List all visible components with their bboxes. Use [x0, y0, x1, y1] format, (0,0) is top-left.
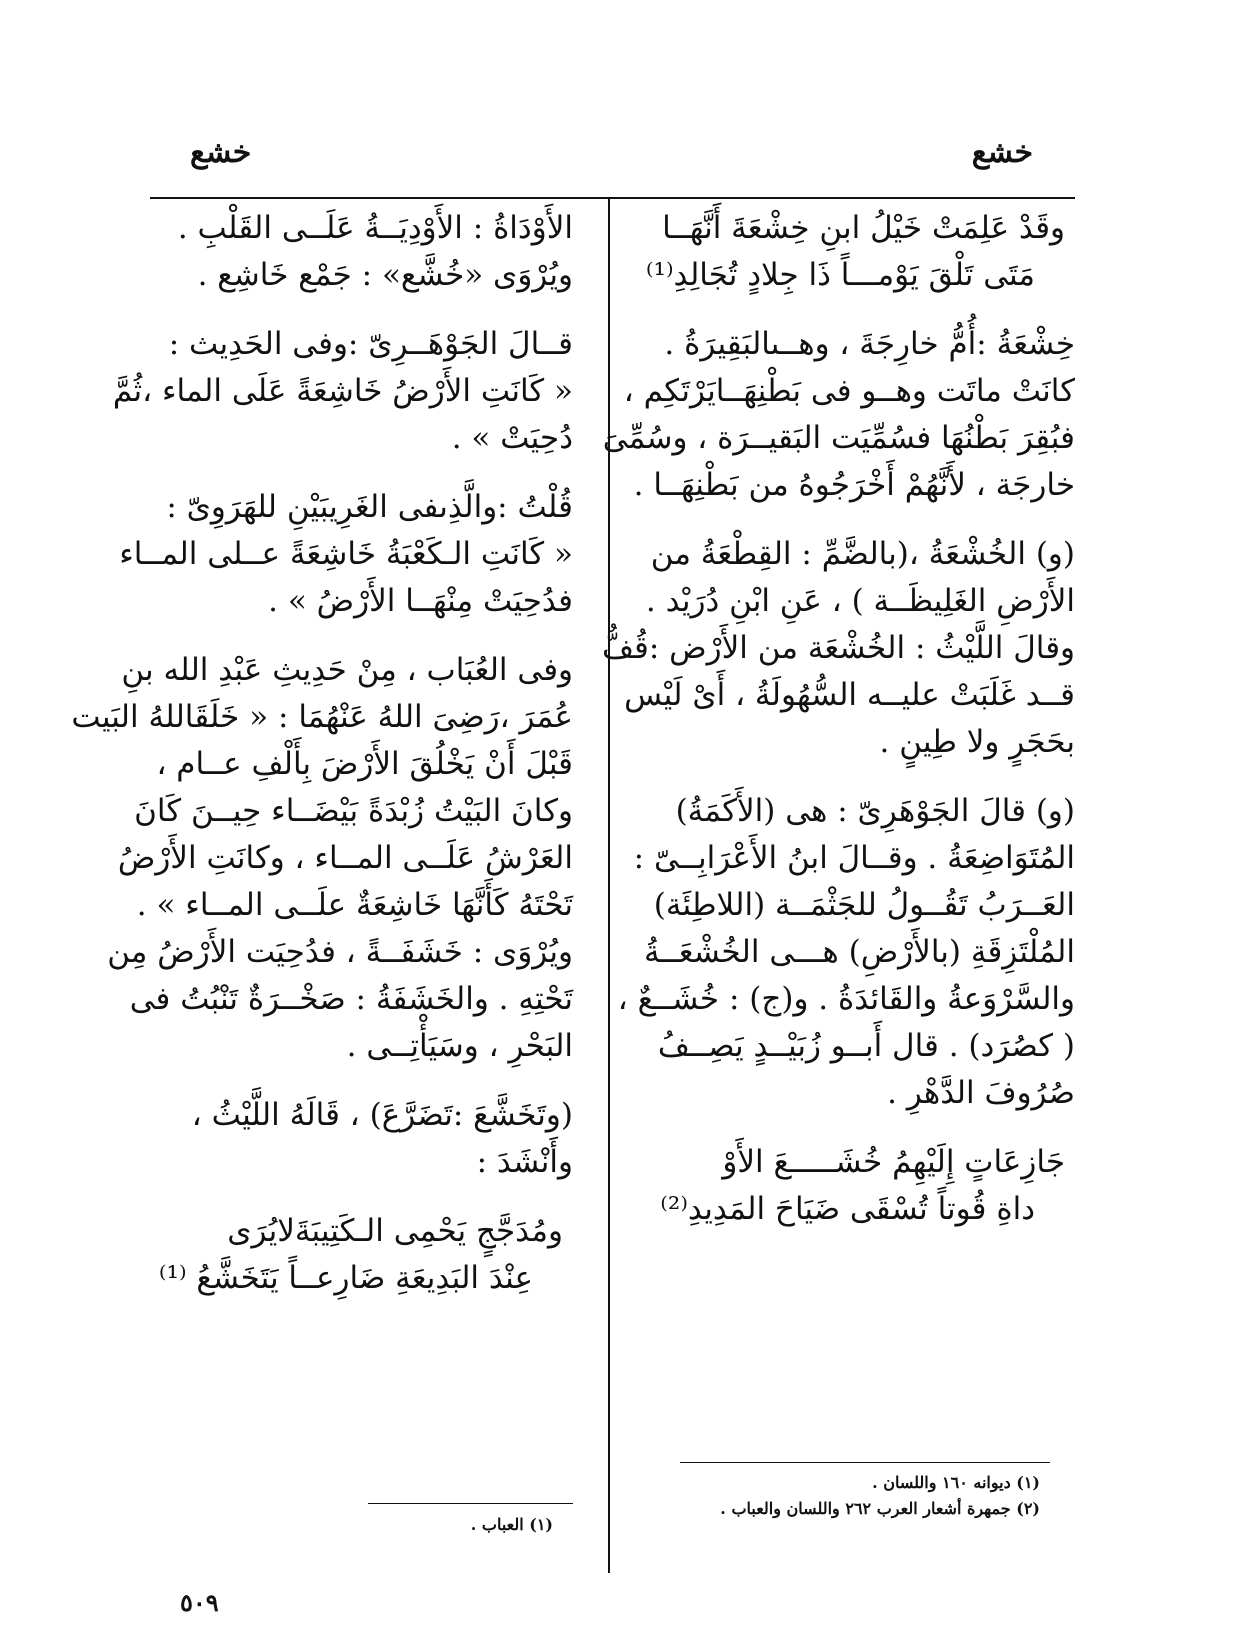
paragraph — [617, 788, 1075, 1117]
text-line: « كَانَتِ الأَرْضُ خَاشِعَةً عَلَى الماء ،ثُمَّ — [112, 373, 573, 409]
text-line: كانَتْ ماتَت وهــو فى بَطْنِهَــايَرْتَكِم ، — [623, 373, 1075, 409]
text-line: العَــرَبُ تَقُــولُ للجَثْمَــة (اللاطِئَة) — [653, 887, 1075, 923]
text-line: فدُحِيَتْ مِنْهَــا الأَرْضُ » . — [268, 583, 573, 619]
text-line: خارجَة ، لأَنَّهُمْ أَخْرَجُوهُ من بَطْنِهَــا . — [633, 467, 1075, 503]
text-line: الأَرْضِ الغَلِيظَــة ) ، عَنِ ابْنِ دُرَيْد . — [645, 583, 1075, 619]
text-line: عُمَرَ ،رَضِىَ اللهُ عَنْهُمَا : « خَلَقَاللهُ البَيت — [71, 699, 573, 735]
text-line: دُحِيَتْ » . — [451, 420, 573, 456]
paragraph — [602, 321, 1075, 509]
footnote-left-1: (١) العباب . — [470, 1515, 553, 1534]
footnote-rule-right — [680, 1462, 1050, 1463]
verse-block — [645, 205, 1075, 299]
text-line: تَحْتِهِ . والخَشَفَةُ : صَخْــرَةٌ تَنْبُتُ فى — [129, 981, 573, 1017]
text-line: قــد غَلَبَتْ عليــه السُّهُولَةُ ، أَىْ لَيْس — [624, 677, 1075, 713]
text-line: البَحْرِ ، وسَيَأْتِــى . — [346, 1028, 573, 1064]
text-line: صُرُوفَ الدَّهْرِ . — [887, 1075, 1075, 1111]
footnote-right-2: (٢) جمهرة أشعار العرب ٢٦٢ واللسان والعباب . — [720, 1499, 1040, 1518]
paragraph — [112, 321, 573, 462]
text-line: المُتَوَاضِعَةُ . وقــالَ ابنُ الأَعْرَابِــىّ : — [633, 840, 1075, 876]
verse-line: عِنْدَ البَدِيعَةِ ضَارِعــاً يَتَخَشَّعُ ⁽¹⁾ — [158, 1260, 533, 1296]
text-line: قَبْلَ أَنْ يَخْلُقَ الأَرْضَ بِأَلْفِ عــام ، — [156, 746, 573, 782]
text-line: وفى العُبَاب ، مِنْ حَدِيثِ عَبْدِ الله بنِ — [121, 652, 573, 688]
running-header-right: خشع — [971, 135, 1033, 170]
text-line: (و) قالَ الجَوْهَرِىّ : هى (الأَكَمَةُ) — [675, 793, 1075, 829]
paragraph — [601, 531, 1075, 766]
text-line: ويُرْوَى : خَشَفَــةً ، فدُحِيَت الأَرْضُ مِن — [107, 934, 573, 970]
verse-block — [655, 1139, 1075, 1233]
text-line: « كَانَتِ الـكَعْبَةُ خَاشِعَةً عــلى المــاء — [119, 536, 573, 572]
header-rule — [150, 197, 1075, 199]
text-line: وكانَ البَيْتُ زُبْدَةً بَيْضَــاء حِيــنَ كَانَ — [134, 793, 573, 829]
text-line: قــالَ الجَوْهَــرِىّ :وفى الحَدِيث : — [168, 326, 573, 362]
text-line: تَحْتَهُ كَأَنَّهَا خَاشِعَةٌ علَــى المــاء » . — [136, 887, 573, 923]
text-line: والسَّرْوَعةُ والقَائدَةُ . و(ج) : خُشَــعٌ ، — [617, 981, 1075, 1017]
verse-line: داةِ قُوتاً تُسْقَى ضَيَاحَ المَدِيدِ⁽²⁾ — [660, 1191, 1035, 1227]
verse-line: ومُدَجَّجٍ يَحْمِى الـكَتِيبَةَلايُرَى — [227, 1213, 563, 1249]
text-line: فبُقِرَ بَطْنُهَا فسُمِّيَت البَقيــرَة ، وسُمِّىَ — [602, 420, 1075, 456]
paragraph — [153, 1092, 573, 1186]
text-line: ويُرْوَى «خُشَّع» : جَمْع خَاشِع . — [197, 257, 573, 293]
paragraph — [153, 205, 573, 299]
footnote-rule-left — [368, 1503, 573, 1504]
text-line: وأَنْشَدَ : — [476, 1144, 573, 1180]
text-line: وقالَ اللَّيْثُ : الخُشْعَة من الأَرْض :قُفٌّ — [601, 630, 1075, 666]
text-line: (و) الخُشْعَةُ ،(بالضَّمِّ : القِطْعَةُ من — [650, 536, 1075, 572]
text-line: المُلْتَزِقَةِ (بالأَرْضِ) هـــى الخُشْعَــةُ — [644, 934, 1075, 970]
text-line: العَرْشُ عَلَــى المــاء ، وكانَتِ الأَرْضُ — [117, 840, 573, 876]
text-line: ( كصُرَد) . قال أَبــو زُبَيْــدٍ يَصِــفُ — [657, 1028, 1075, 1064]
text-line: خِشْعَةُ :أُمُّ خارِجَةَ ، وهــىالبَقِيرَةُ . — [664, 326, 1075, 362]
verse-line: جَازِعَاتٍ إِلَيْهِمُ خُشَـــــعَ الأَوْ — [722, 1144, 1065, 1180]
verse-line: وقَدْ عَلِمَتْ خَيْلُ ابنِ خِشْعَةَ أَنَّهَــا — [662, 210, 1065, 246]
column-divider — [608, 198, 610, 1573]
text-line: الأَوْدَاةُ : الأَوْدِيَــةُ عَلَــى القَلْبِ . — [177, 210, 573, 246]
footnote-right-1: (١) ديوانه ١٦٠ واللسان . — [872, 1473, 1040, 1492]
text-line: (وتَخَشَّعَ :تَضَرَّعَ) ، قَالَهُ اللَّيْثُ ، — [191, 1097, 573, 1133]
text-line: قُلْتُ :والَّذِىفى الغَرِيبَيْنِ للهَرَوِىّ : — [166, 489, 573, 525]
paragraph — [119, 484, 573, 625]
text-line: بحَجَرٍ ولا طِينٍ . — [879, 724, 1075, 760]
right-column — [601, 205, 1075, 1255]
left-column — [71, 205, 573, 1324]
verse-line: مَتَى تَلْقَ يَوْمـــاً ذَا جِلادٍ تُجَالِدِ⁽¹⁾ — [645, 257, 1035, 293]
verse-block — [153, 1208, 573, 1302]
page-number: ٥٠٩ — [180, 1588, 219, 1617]
running-header-left: خشع — [190, 135, 252, 170]
paragraph — [71, 647, 573, 1070]
